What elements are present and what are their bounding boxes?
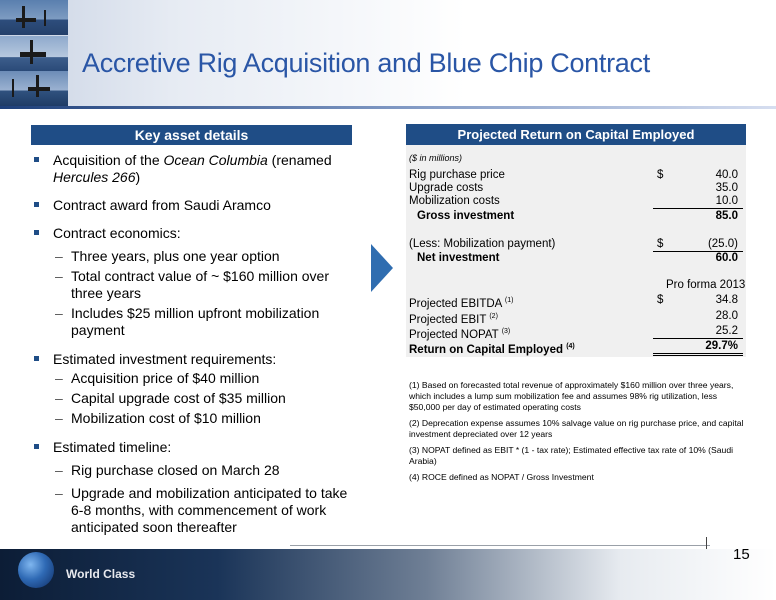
table-cell-value: 29.7% [705, 340, 738, 352]
rig-photo [0, 71, 68, 106]
sub-bullet-item: – Mobilization cost of $10 million [55, 410, 261, 426]
footnote: (1) Based on forecasted total revenue of approximately $160 million over three years, which includes a lump sum mobilization fee and assumes 98% rig utilization, less $50,000 per day of estimated operating costs [409, 380, 734, 412]
table-row-label: Mobilization costs [409, 195, 500, 207]
bullet-item: Contract economics: [31, 225, 361, 242]
sub-bullet-item: – Three years, plus one year option [55, 248, 280, 264]
table-row-label: Upgrade costs [409, 182, 484, 194]
units-note: ($ in millions) [409, 153, 463, 163]
rig-photo [0, 0, 68, 35]
footnotes [409, 380, 745, 488]
table-row-label: Rig purchase price [409, 169, 505, 181]
table-cell-value: 28.0 [715, 310, 738, 322]
table-row-label: Gross investment [417, 210, 515, 222]
bullet-item: Contract award from Saudi Aramco [31, 197, 361, 214]
table-cell-value: 40.0 [715, 169, 738, 181]
table-row-label: Return on Capital Employed $^{(4)}$ [409, 343, 575, 356]
footer-divider [290, 545, 710, 546]
footer-tagline: World Class [66, 567, 136, 581]
table-cell-value: 60.0 [715, 252, 738, 264]
key-asset-details-heading: Key asset details [31, 125, 352, 145]
table-cell-value: 25.2 [715, 325, 738, 337]
header-divider [0, 106, 776, 109]
total-double-rule [653, 353, 743, 354]
column-header: Pro forma 2013 [666, 279, 746, 291]
table-cell-value: 35.0 [715, 182, 738, 194]
sub-bullet-item: – Includes $25 million upfront mobilization payment [55, 305, 320, 338]
table-cell-value: (25.0) [707, 238, 738, 250]
table-row-label: Projected EBIT $^{(2)}$ [409, 313, 498, 326]
sub-bullet-item: – Upgrade and mobilization anticipated to take 6-8 months, with commencement of work anticipated soon thereafter [55, 485, 348, 535]
dollar-sign: $ [657, 294, 664, 306]
footnote: (3) NOPAT defined as EBIT * (1 - tax rate); Estimated effective tax rate of 10% (Saudi Arabia) [409, 445, 734, 466]
subtotal-rule [653, 338, 743, 339]
sub-bullet-item: – Rig purchase closed on March 28 [55, 462, 280, 478]
bullet-marker [34, 444, 39, 449]
table-row-label: Projected NOPAT $^{(3)}$ [409, 328, 511, 341]
dollar-sign: $ [657, 238, 664, 250]
bullet-marker [34, 157, 39, 162]
bullet-item: Acquisition of the Ocean Columbia (renamed Hercules 266) [31, 152, 361, 186]
table-cell-value: 85.0 [715, 210, 738, 222]
page-number: 15 [733, 546, 750, 563]
sub-bullet-item: – Capital upgrade cost of $35 million [55, 390, 286, 406]
table-cell-value: 34.8 [715, 294, 738, 306]
bullet-marker [34, 230, 39, 235]
footnote: (2) Deprecation expense assumes 10% salvage value on rig purchase price, and capital investment depreciated over 12 years [409, 418, 744, 439]
rig-photo [0, 36, 68, 71]
dollar-sign: $ [657, 169, 664, 181]
key-asset-bullets [31, 152, 361, 539]
bullet-item: Estimated timeline: [31, 439, 361, 456]
total-double-rule [653, 355, 743, 356]
subtotal-rule [653, 208, 743, 209]
table-cell-value: 10.0 [715, 195, 738, 207]
footnote: (4) ROCE defined as NOPAT / Gross Investment [409, 472, 594, 482]
globe-icon [18, 552, 54, 588]
table-row-label: (Less: Mobilization payment) [409, 238, 556, 250]
bullet-item: Estimated investment requirements: [31, 351, 361, 368]
table-row-label: Projected EBITDA $^{(1)}$ [409, 297, 514, 310]
bullet-marker [34, 202, 39, 207]
roce-table-heading: Projected Return on Capital Employed [406, 124, 746, 145]
sub-bullet-item: – Total contract value of ~ $160 million over three years [55, 268, 329, 301]
header-photo-strip [0, 0, 68, 106]
page-title: Accretive Rig Acquisition and Blue Chip Contract [82, 48, 650, 78]
arrow-right-icon [371, 244, 393, 292]
table-row-label: Net investment [417, 252, 500, 264]
sub-bullet-item: – Acquisition price of $40 million [55, 370, 260, 386]
bullet-marker [34, 356, 39, 361]
